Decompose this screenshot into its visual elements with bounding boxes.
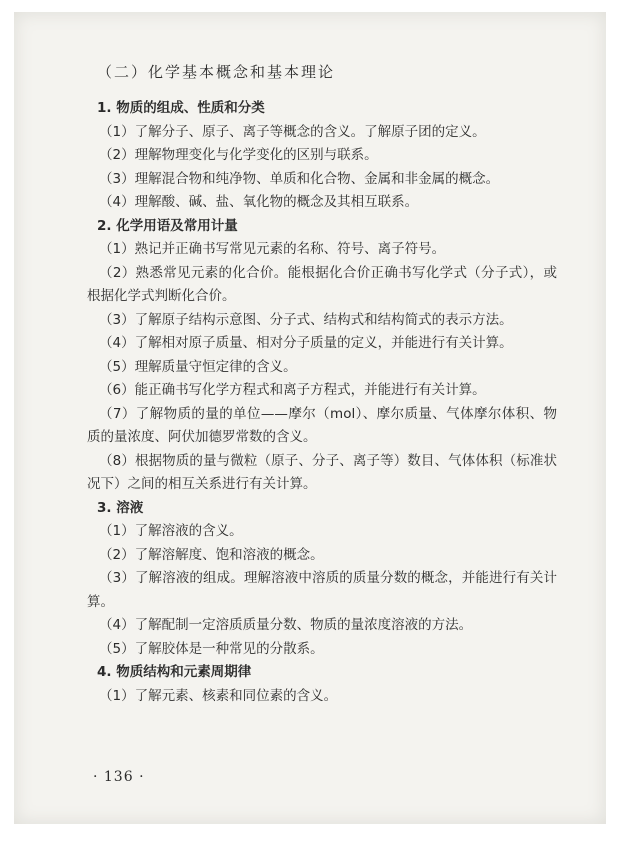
paragraph: （2）了解溶解度、饱和溶液的概念。: [99, 546, 324, 563]
subsection-heading: 4. 物质结构和元素周期律: [97, 664, 252, 680]
subsection-heading: 1. 物质的组成、性质和分类: [97, 100, 265, 116]
paragraph: （3）了解原子结构示意图、分子式、结构式和结构简式的表示方法。: [99, 311, 513, 328]
paragraph: （4）了解相对原子质量、相对分子质量的定义，并能进行有关计算。: [99, 335, 513, 351]
paragraph: （2）理解物理变化与化学变化的区别与联系。: [99, 147, 378, 163]
paragraph: （1）了解溶液的含义。: [99, 523, 243, 539]
subsection-heading: 2. 化学用语及常用计量: [97, 217, 238, 234]
paragraph: （3）理解混合物和纯净物、单质和化合物、金属和非金属的概念。: [99, 170, 500, 187]
body-text: [87, 97, 557, 708]
paragraph: （2）熟悉常见元素的化合价。能根据化合价正确书写化学式（分子式），或根据化学式判断化合价。: [87, 264, 557, 304]
subsection-heading: 3. 溶液: [97, 499, 144, 516]
paragraph: （3）了解溶液的组成。理解溶液中溶质的质量分数的概念，并能进行有关计算。: [87, 570, 557, 610]
paragraph: （5）理解质量守恒定律的含义。: [99, 358, 297, 375]
paragraph: （7）了解物质的量的单位——摩尔（mol）、摩尔质量、气体摩尔体积、物质的量浓度、阿伏加德罗常数的含义。: [87, 405, 557, 445]
paragraph: （1）了解元素、核素和同位素的含义。: [99, 687, 338, 704]
paragraph: （4）理解酸、碱、盐、氧化物的概念及其相互联系。: [99, 194, 419, 210]
paragraph: （5）了解胶体是一种常见的分散系。: [99, 640, 324, 657]
paragraph: （1）了解分子、原子、离子等概念的含义。了解原子团的定义。: [99, 123, 486, 140]
page-content: [87, 61, 557, 708]
paragraph: （4）了解配制一定溶质质量分数、物质的量浓度溶液的方法。: [99, 617, 473, 633]
paragraph: （8）根据物质的量与微粒（原子、分子、离子等）数目、气体体积（标准状况下）之间的相互关系进行有关计算。: [87, 452, 557, 492]
paragraph: （6）能正确书写化学方程式和离子方程式，并能进行有关计算。: [99, 382, 486, 398]
page-number: · 136 ·: [93, 769, 145, 785]
section-title: （二）化学基本概念和基本理论: [97, 63, 336, 81]
paragraph: （1）熟记并正确书写常见元素的名称、符号、离子符号。: [99, 241, 446, 257]
